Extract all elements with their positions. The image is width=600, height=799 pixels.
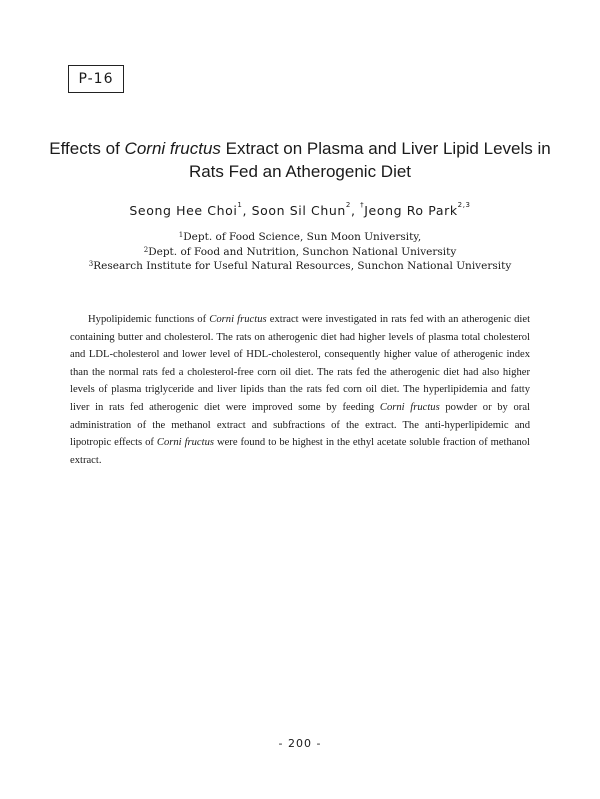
abstract-species-name: Corni fructus <box>156 437 214 449</box>
author-separator: , <box>242 203 252 218</box>
abstract-species-name: Corni fructus <box>209 314 267 325</box>
title-text-part2: Extract on Plasma and Liver Lipid Levels in <box>220 139 551 158</box>
title-species-name: Corni fructus <box>124 139 221 158</box>
abstract-text: Hypolipidemic functions of <box>88 314 210 325</box>
page-code-label: P-16 <box>78 71 114 87</box>
abstract-text: extract were investigated in rats fed with an atherogenic diet containing butter and cholesterol. The rats on atherogenic diet had higher levels of plasma total cholesterol and LDL-cholesterol and lower level of HDL-cholesterol, consequently higher value of atherogenic index than the normal rats fed a cholesterol-free corn oil diet. The rats fed the atherogenic diet had also higher levels of plasma triglyceride and liver lipids than the rats fed corn oil diet. The hyperlipidemia and fatty liver in rats fed atherogenic diet were improved some by feeding <box>70 314 531 413</box>
affiliation-text: Research Institute for Useful Natural Resources, Sunchon National University <box>93 260 512 272</box>
corresponding-author-mark: † <box>360 201 365 209</box>
affiliation-item <box>40 259 560 274</box>
author-name: Jeong Ro Park <box>364 203 458 218</box>
affiliation-item <box>40 230 560 245</box>
abstract-species-name: Corni fructus <box>379 401 440 413</box>
author-list <box>40 203 560 218</box>
affiliation-text: Dept. of Food and Nutrition, Sunchon National University <box>148 245 457 258</box>
page-number: - 200 - <box>278 737 322 750</box>
affiliation-sup: 1 <box>178 231 184 239</box>
author-affil-sup: 1 <box>237 201 243 209</box>
author-affil-sup: 2 <box>345 201 351 209</box>
abstract-text: powder or by oral administration of the methanol extract and subfractions of the extract. The anti-hyperlipidemic and lipotropic effects of <box>70 401 530 449</box>
abstract-text: were found to be highest in the ethyl acetate soluble fraction of methanol extract. <box>70 437 530 466</box>
author-name: Soon Sil Chun <box>251 203 346 218</box>
affiliation-list <box>40 230 560 274</box>
paper-title <box>40 137 560 183</box>
affiliation-sup: 3 <box>88 260 94 268</box>
affiliation-sup: 2 <box>143 245 149 254</box>
abstract-paragraph <box>70 311 530 469</box>
affiliation-text: Dept. of Food Science, Sun Moon University, <box>183 231 422 243</box>
author-affil-sup: 2,3 <box>457 201 471 209</box>
author-name: Seong Hee Choi <box>129 203 238 218</box>
title-line2: Rats Fed an Atherogenic Diet <box>188 162 412 181</box>
title-text-part1: Effects of <box>49 139 125 158</box>
affiliation-item <box>40 245 560 260</box>
page-code-badge <box>68 65 124 93</box>
author-separator: , <box>350 203 361 218</box>
